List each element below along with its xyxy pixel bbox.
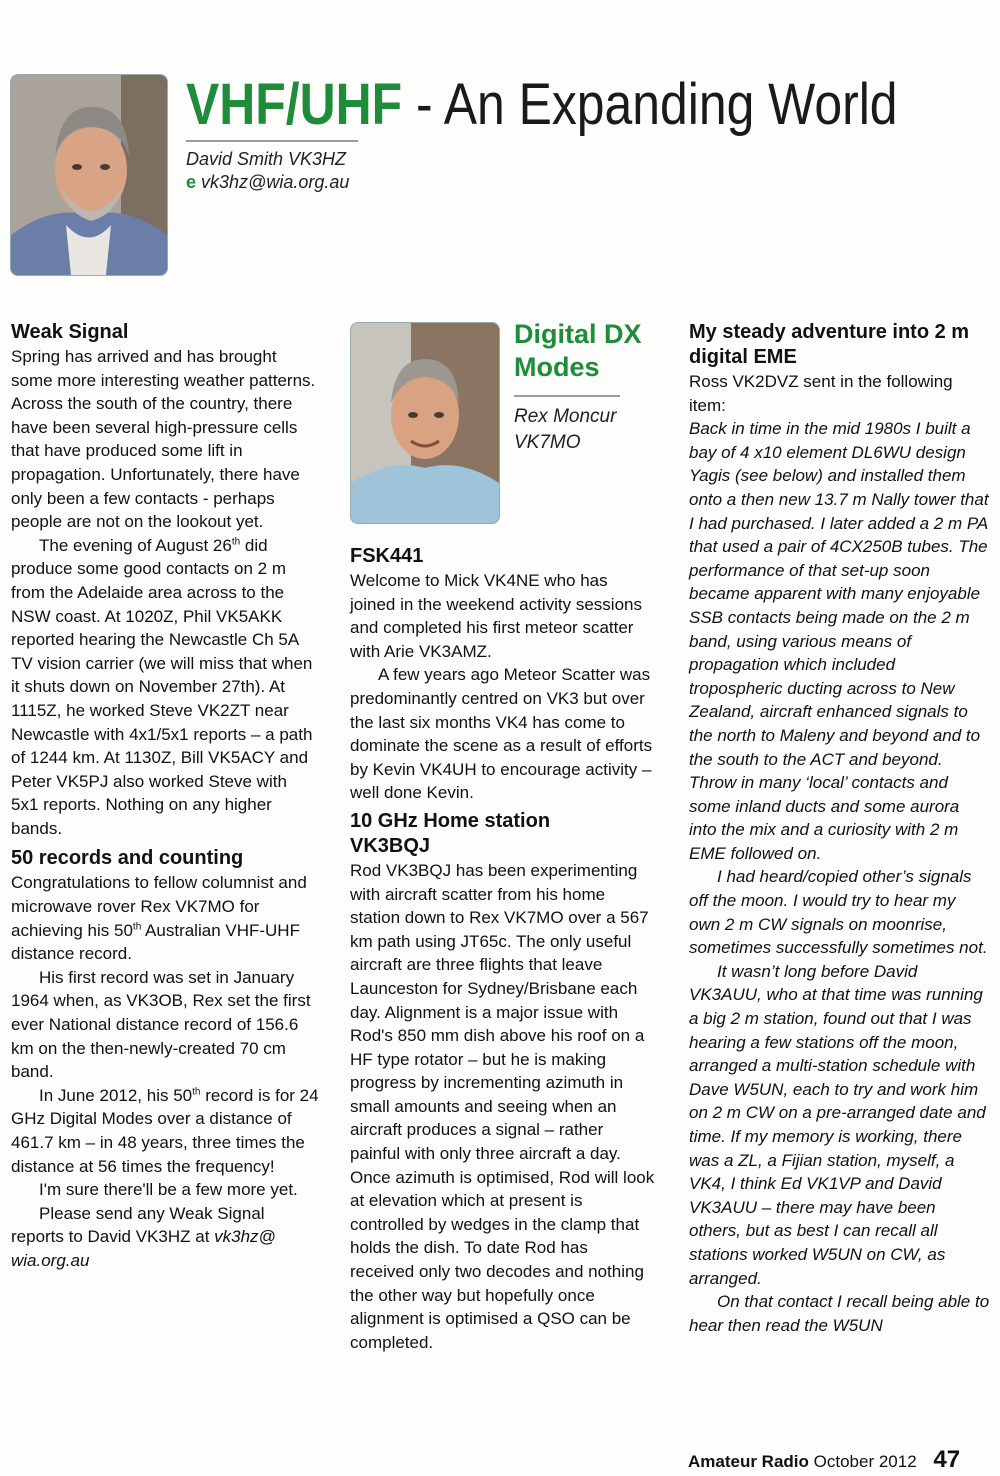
paragraph — [11, 1084, 319, 1178]
portrait-icon — [351, 323, 499, 523]
title-rule — [186, 140, 358, 142]
paragraph: A few years ago Meteor Scatter was predominantly centred on VK3 but over the last six months VK4 has come to dominate the scene as a result of efforts by Kevin VK4UH to encourage activity – well done Kevin. — [350, 665, 653, 803]
paragraph: Welcome to Mick VK4NE who has joined in the weekend activity sessions and completed his first meteor scatter with Arie VK3AMZ. — [350, 571, 642, 661]
email-prefix: e — [186, 172, 197, 192]
title-rest-part: - An Expanding World — [402, 72, 898, 137]
author-photo-rex-moncur — [350, 322, 500, 524]
heading-10ghz: 10 GHz Home station VK3BQJ — [350, 809, 551, 857]
heading-eme: My steady adventure into 2 m digital EME — [689, 321, 970, 368]
heading-weak-signal: Weak Signal — [11, 321, 129, 343]
heading-50-records: 50 records and counting — [11, 847, 244, 870]
section-rule — [514, 395, 620, 397]
text-run: Australian VHF-UHF distance record. — [11, 920, 300, 964]
paragraph: His first record was set in January 1964 when, as VK3OB, Rex set the first ever National distance record of 156.6 km on the then-newly-created 70 cm band. — [11, 967, 311, 1082]
title-green-part: VHF/UHF — [186, 72, 403, 137]
section-author: Rex Moncur VK7MO — [514, 406, 617, 453]
paragraph: On that contact I recall being able to hear then read the W5UN — [689, 1292, 990, 1335]
paragraph: I'm sure there'll be a few more yet. — [39, 1180, 298, 1200]
paragraph: Rod VK3BQJ has been experimenting with aircraft scatter from his home station down to Rex VK7MO over a 567 km path using JT65c. The only useful aircraft are three flights that leave Launceston for Sydney/Brisbane each day. Alignment is a major issue with Rod's 850 mm dish above his roof on a HF type rotator – but he is making progress by incrementing azimuth in small amounts and seeing when an aircraft produces a signal – rather painful with only three aircraft a day. Once azimuth is optimised, Rod will look at elevation which at present is controlled by wedges in the clamp that holds the dish. To date Rod has received only two decodes and nothing the other way but hopefully once alignment is optimised a QSO can be completed. — [350, 860, 655, 1352]
section-title-digital-dx: Digital DX Modes — [514, 319, 642, 382]
text-run: The evening of August 26 — [39, 535, 232, 555]
paragraph: Spring has arrived and has brought some more interesting weather patterns. Across the south of the country, there have been several high-pressure cells that have produced some lift in propagation. Unfortunately, there have only been a few contacts - perhaps people are not on the lookout yet. — [11, 347, 316, 532]
superscript: th — [192, 1086, 201, 1098]
author-email-line — [186, 171, 486, 194]
article-title — [186, 72, 898, 137]
author-photo-david-smith — [10, 74, 168, 276]
paragraph — [11, 871, 319, 965]
text-run: Congratulations to fellow columnist and microwave rover Rex VK7MO for achieving his 50 — [11, 873, 307, 940]
page-number: 47 — [933, 1446, 961, 1473]
superscript: th — [132, 921, 142, 932]
paragraph: It wasn’t long before David VK3AUU, who at that time was running a big 2 m station, found out that I was hearing a few stations off the moon, arranged a multi-station schedule with Dave W5UN, each to try and work him on 2 m CW on a pre-arranged date and time. If my memory is working, there was a ZL, a Fijian station, myself, a VK4, I think Ed VK1VP and David VK3AUU – there may have been others, but as best I can recall all stations worked W5UN on CW, as arranged. — [689, 961, 986, 1288]
text-run: In June 2012, his 50 — [39, 1085, 193, 1105]
heading-fsk441: FSK441 — [350, 545, 424, 567]
text-run: did produce some good contacts on 2 m from the Adelaide area across to the NSW coast. At 1020Z, Phil VK5AKK reported hearing the Newcastle Ch 5A TV vision carrier (we will miss that when it shuts down on November 27th). At 1115Z, he worked Steve VK2ZT near Newcastle with 4x1/5x1 reports – a path of 1244 km. At 1130Z, Bill VK5ACY and Peter VK5PJ also worked Steve with 5x1 reports. Nothing on any higher bands. — [11, 535, 313, 838]
paragraph: Ross VK2DVZ sent in the following item: — [689, 372, 953, 415]
paragraph — [11, 534, 319, 841]
column-1 — [11, 320, 319, 1273]
text-run: record is for 24 GHz Digital Modes over a distance of 461.7 km – in 48 years, three times the distance at 56 times the frequency! — [11, 1085, 319, 1176]
paragraph: I had heard/copied other’s signals off the moon. I would try to hear my own 2 m CW signals on moonrise, sometimes successfully sometimes not. — [689, 867, 988, 958]
author-name: David Smith VK3HZ — [186, 149, 347, 169]
portrait-icon — [11, 75, 167, 275]
author-email: vk3hz@wia.org.au — [201, 172, 350, 192]
author-byline — [186, 148, 486, 194]
magazine-name: Amateur Radio — [688, 1452, 809, 1471]
column-3 — [689, 320, 991, 1337]
paragraph — [11, 1202, 319, 1273]
column-2 — [350, 544, 655, 1354]
text-run: Please send any Weak Signal reports to David VK3HZ at — [11, 1203, 265, 1247]
page-footer — [688, 1446, 960, 1474]
superscript: th — [231, 536, 241, 548]
issue-date: October 2012 — [813, 1452, 917, 1471]
email-text: vk3hz@ wia.org.au — [11, 1227, 276, 1270]
paragraph: Back in time in the mid 1980s I built a bay of 4 x10 element DL6WU design Yagis (see below) and installed them onto a then new 13.7 m Nally tower that I had purchased. I later added a 2 m PA that used a pair of 4CX250B tubes. The performance of that set-up soon became apparent with many enjoyable SSB contacts being made on the 2 m band, using various means of propagation which included tropospheric ducting across to New Zealand, aircraft enhanced signals to the north to Maleny and beyond and to the south to the ACT and beyond. Throw in many ‘local’ contacts and some inland ducts and some aurora into the mix and a curiosity with 2 m EME followed on. — [689, 419, 989, 863]
